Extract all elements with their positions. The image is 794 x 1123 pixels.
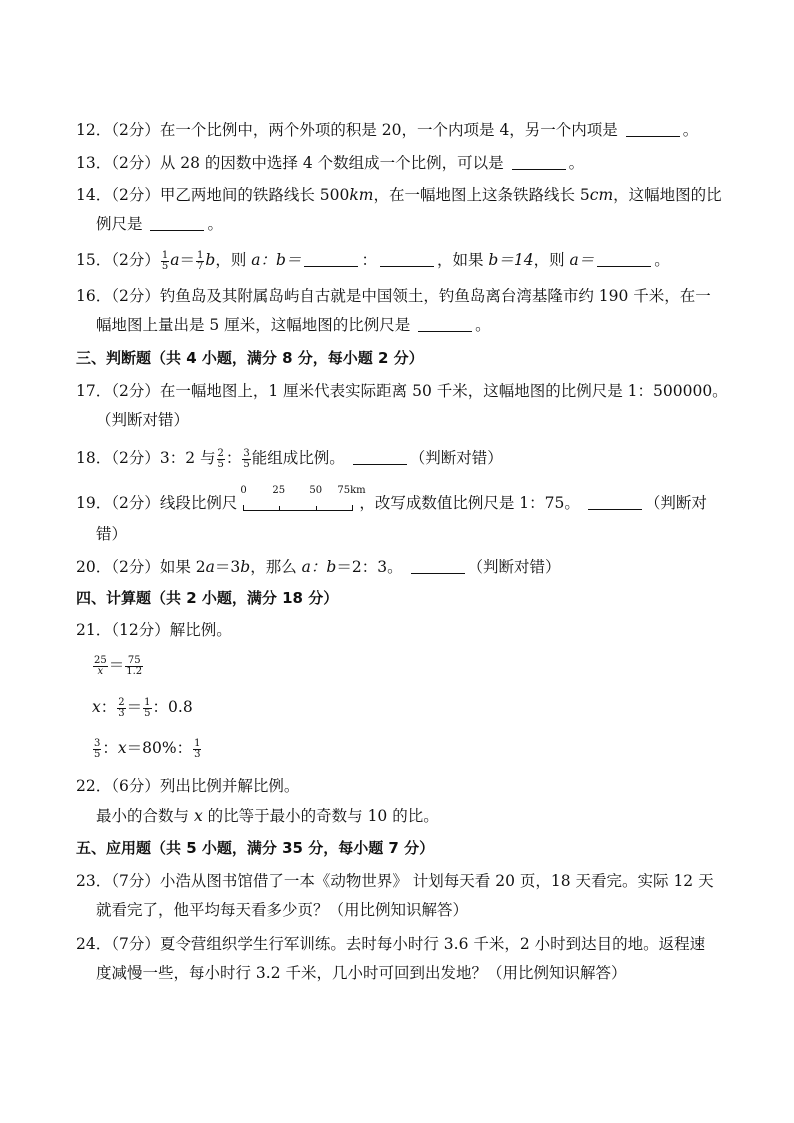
question-15: 15．（2分） $\frac{1}{5}$ a＝ $\frac{1}{7}$ b，则 a：b＝ ： ，如果 b＝14，则 a＝ 。 xyxy=(76,249,670,272)
question-12: 12．（2分）在一个比例中，两个外项的积是 20，一个内项是 4，另一个内项是 。 xyxy=(76,121,699,139)
fraction: $\frac{2}{3}$ xyxy=(118,696,125,719)
equation-3: $\frac{3}{5}$ ：x＝80%： $\frac{1}{3}$ xyxy=(94,737,201,760)
question-18: 18．（2分）3：2 与 $\frac{2}{5}$ ： $\frac{3}{5}$ 能组成比例。 （判断对错） xyxy=(76,447,503,470)
answer-blank[interactable] xyxy=(512,155,566,170)
question-14: 14．（2分）甲乙两地间的铁路线长 500km，在一幅地图上这条铁路线长 5cm，这幅地图的比 xyxy=(76,186,722,204)
question-16-cont: 幅地图上量出是 5 厘米，这幅地图的比例尺是 。 xyxy=(96,316,491,334)
question-16: 16．（2分）钓鱼岛及其附属岛屿自古就是中国领土，钓鱼岛离台湾基隆市约 190 千米，在一 xyxy=(76,287,711,305)
question-24-cont: 度减慢一些，每小时行 3.2 千米，几小时可回到出发地？（用比例知识解答） xyxy=(96,964,627,982)
question-13: 13．（2分）从 28 的因数中选择 4 个数组成一个比例，可以是 。 xyxy=(76,154,585,172)
question-23: 23．（7分）小浩从图书馆借了一本《动物世界》 计划每天看 20 页，18 天看完。实际 12 天 xyxy=(76,872,714,890)
answer-blank[interactable] xyxy=(304,252,358,267)
equation-2: x： $\frac{2}{3}$ ＝ $\frac{1}{5}$ ：0.8 xyxy=(92,696,193,719)
answer-blank[interactable] xyxy=(150,216,204,231)
question-24: 24．（7分）夏令营组织学生行军训练。去时每小时行 3.6 千米，2 小时到达目的地。返程速 xyxy=(76,935,706,953)
fraction: $\frac{25}{x}$ xyxy=(94,654,107,677)
answer-blank[interactable] xyxy=(380,252,434,267)
fraction: $\frac{1}{7}$ xyxy=(197,249,204,272)
fraction: $\frac{1}{5}$ xyxy=(144,696,151,719)
fraction: $\frac{3}{5}$ xyxy=(94,737,101,760)
question-19-cont: 错） xyxy=(96,525,128,543)
answer-blank[interactable] xyxy=(353,450,407,465)
answer-blank[interactable] xyxy=(588,495,642,510)
question-21: 21．（12分）解比例。 xyxy=(76,621,232,639)
fraction: $\frac{1}{5}$ xyxy=(161,249,169,272)
equation-1: $\frac{25}{x}$ ＝ $\frac{75}{1.2}$ xyxy=(94,654,143,677)
section-heading-application: 五、应用题（共 5 小题，满分 35 分，每小题 7 分） xyxy=(76,839,435,857)
section-heading-calculation: 四、计算题（共 2 小题，满分 18 分） xyxy=(76,589,339,607)
line-scale-graphic: 0 25 50 75km xyxy=(239,494,357,514)
answer-blank[interactable] xyxy=(411,559,465,574)
question-22: 22．（6分）列出比例并解比例。 xyxy=(76,777,300,795)
question-19: 19．（2分）线段比例尺 0 25 50 75km ，改写成数值比例尺是 1：75。 （判断对 xyxy=(76,485,707,512)
fraction: $\frac{3}{5}$ xyxy=(243,447,250,470)
question-23-cont: 就看完了，他平均每天看多少页？（用比例知识解答） xyxy=(96,901,469,919)
fraction: $\frac{75}{1.2}$ xyxy=(126,654,143,677)
answer-blank[interactable] xyxy=(626,122,680,137)
fraction: $\frac{2}{5}$ xyxy=(217,447,224,470)
answer-blank[interactable] xyxy=(597,252,651,267)
fraction: $\frac{1}{3}$ xyxy=(194,737,201,760)
question-17: 17．（2分）在一幅地图上，1 厘米代表实际距离 50 千米，这幅地图的比例尺是 1：500000。 xyxy=(76,382,728,400)
answer-blank[interactable] xyxy=(418,317,472,332)
question-22-cont: 最小的合数与 x 的比等于最小的奇数与 10 的比。 xyxy=(96,807,439,825)
question-20: 20．（2分）如果 2a＝3b，那么 a：b＝2：3。 （判断对错） xyxy=(76,558,561,576)
section-heading-judgement: 三、判断题（共 4 小题，满分 8 分，每小题 2 分） xyxy=(76,349,424,367)
question-17-cont: （判断对错） xyxy=(96,411,190,429)
question-14-cont: 例尺是 。 xyxy=(96,215,223,233)
